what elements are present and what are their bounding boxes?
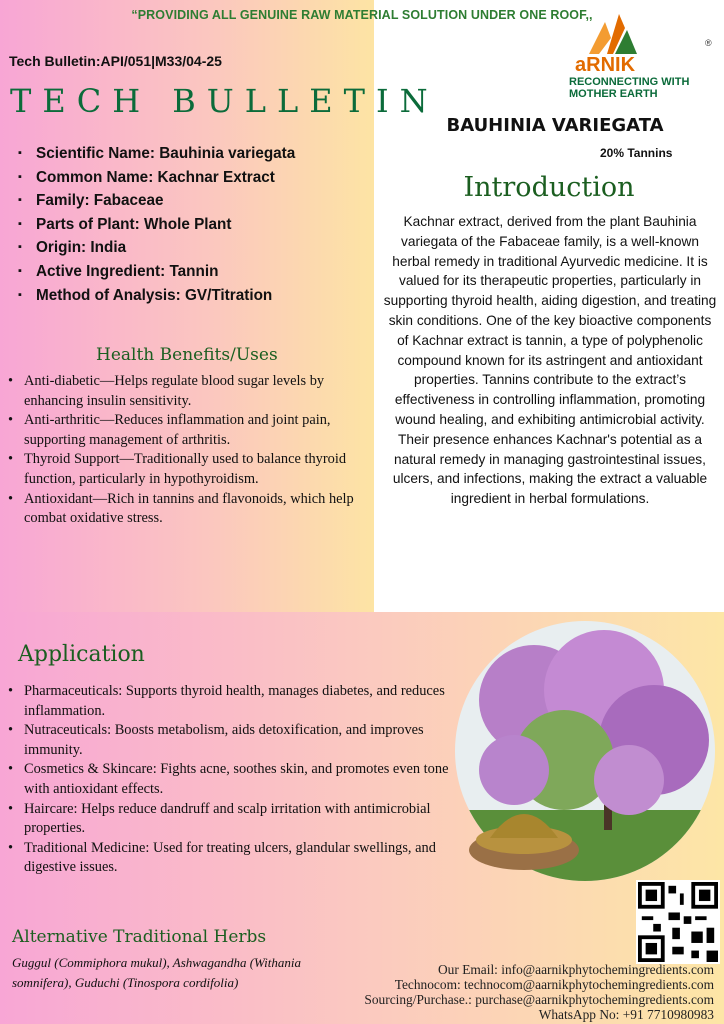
application-item: • Cosmetics & Skincare: Fights acne, soothes skin, and promotes even tone with antioxidant effects.: [8, 760, 458, 799]
product-strength: 20% Tannins: [600, 146, 673, 160]
contact-whatsapp[interactable]: WhatsApp No: +91 7710980983: [538, 1007, 714, 1022]
motto-line: MOTHER EARTH: [569, 88, 658, 100]
spec-item: ▪ Common Name: Kachnar Extract: [18, 166, 295, 190]
application-item: • Pharmaceuticals: Supports thyroid health, manages diabetes, and reduces inflammation.: [8, 682, 458, 721]
health-benefits-heading: Health Benefits/Uses: [96, 345, 278, 365]
spec-item: ▪ Origin: India: [18, 236, 295, 260]
page-title: TECH BULLETIN: [10, 82, 439, 120]
benefit-item: • Antioxidant—Rich in tannins and flavonoids, which help combat oxidative stress.: [8, 490, 368, 529]
benefit-item: • Thyroid Support—Traditionally used to balance thyroid function, particularly in hypothyroidism.: [8, 450, 368, 489]
contact-sourcing[interactable]: Sourcing/Purchase.: purchase@aarnikphytochemingredients.com: [364, 992, 714, 1007]
bulletin-code: Tech Bulletin:API/051|M33/04-25: [9, 53, 222, 69]
spec-item: ▪ Method of Analysis: GV/Titration: [18, 284, 295, 308]
spec-item: ▪ Family: Fabaceae: [18, 189, 295, 213]
qr-code[interactable]: [636, 880, 720, 964]
alternatives-heading: Alternative Traditional Herbs: [12, 927, 267, 947]
health-benefits-list: [8, 372, 368, 529]
application-list: [8, 682, 458, 878]
motto-line: RECONNECTING WITH: [569, 76, 690, 88]
registered-mark: ®: [705, 38, 712, 48]
spec-item: ▪ Active Ingredient: Tannin: [18, 260, 295, 284]
introduction-body: Kachnar extract, derived from the plant Bauhinia variegata of the Fabaceae family, is a well-known herbal remedy in traditional Ayurvedic medicine. It is valued for its therapeutic properties, particularly in supporting thyroid health, aiding digestion, and treating skin conditions. One of the key bioactive components of Kachnar extract is tannin, a type of polyphenolic compound known for its astringent and antioxidant properties. Tannins contribute to the extract’s effectiveness in controlling inflammation, promoting wound healing, and exhibiting antimicrobial activity. Their presence enhances Kachnar's potential as a natural remedy in managing gastrointestinal issues, ulcers, and infections, making the extract a valuable ingredient in herbal formulations.: [383, 214, 717, 507]
spec-list: [18, 142, 295, 307]
application-heading: Application: [18, 642, 145, 667]
application-item: • Nutraceuticals: Boosts metabolism, aids detoxification, and improves immunity.: [8, 721, 458, 760]
product-name: BAUHINIA VARIEGATA: [446, 115, 664, 136]
logo-motto: [569, 76, 719, 100]
application-item: • Traditional Medicine: Used for treating ulcers, glandular swellings, and digestive issues.: [8, 839, 458, 878]
tagline: “PROVIDING ALL GENUINE RAW MATERIAL SOLUTION UNDER ONE ROOF,,: [131, 8, 593, 22]
application-item: • Haircare: Helps reduce dandruff and scalp irritation with antimicrobial properties.: [8, 800, 458, 839]
company-logo: [569, 8, 715, 108]
leaf-arrow-icon: [585, 8, 645, 56]
spec-item: ▪ Parts of Plant: Whole Plant: [18, 213, 295, 237]
alternatives-body: Guggul (Commiphora mukul), Ashwagandha (Withania somnifera), Guduchi (Tinospora cordifolia): [12, 955, 302, 990]
tree-photo: [454, 620, 716, 882]
introduction-heading: Introduction: [463, 172, 635, 203]
logo-brand: aRNIK: [575, 54, 636, 76]
benefit-item: • Anti-diabetic—Helps regulate blood sugar levels by enhancing insulin sensitivity.: [8, 372, 368, 411]
spec-item: ▪ Scientific Name: Bauhinia variegata: [18, 142, 295, 166]
benefit-item: • Anti-arthritic—Reduces inflammation and joint pain, supporting management of arthritis.: [8, 411, 368, 450]
contact-technocom[interactable]: Technocom: technocom@aarnikphytochemingredients.com: [394, 977, 714, 992]
contact-block: [364, 962, 714, 1022]
contact-email[interactable]: Our Email: info@aarnikphytochemingredients.com: [438, 962, 714, 977]
